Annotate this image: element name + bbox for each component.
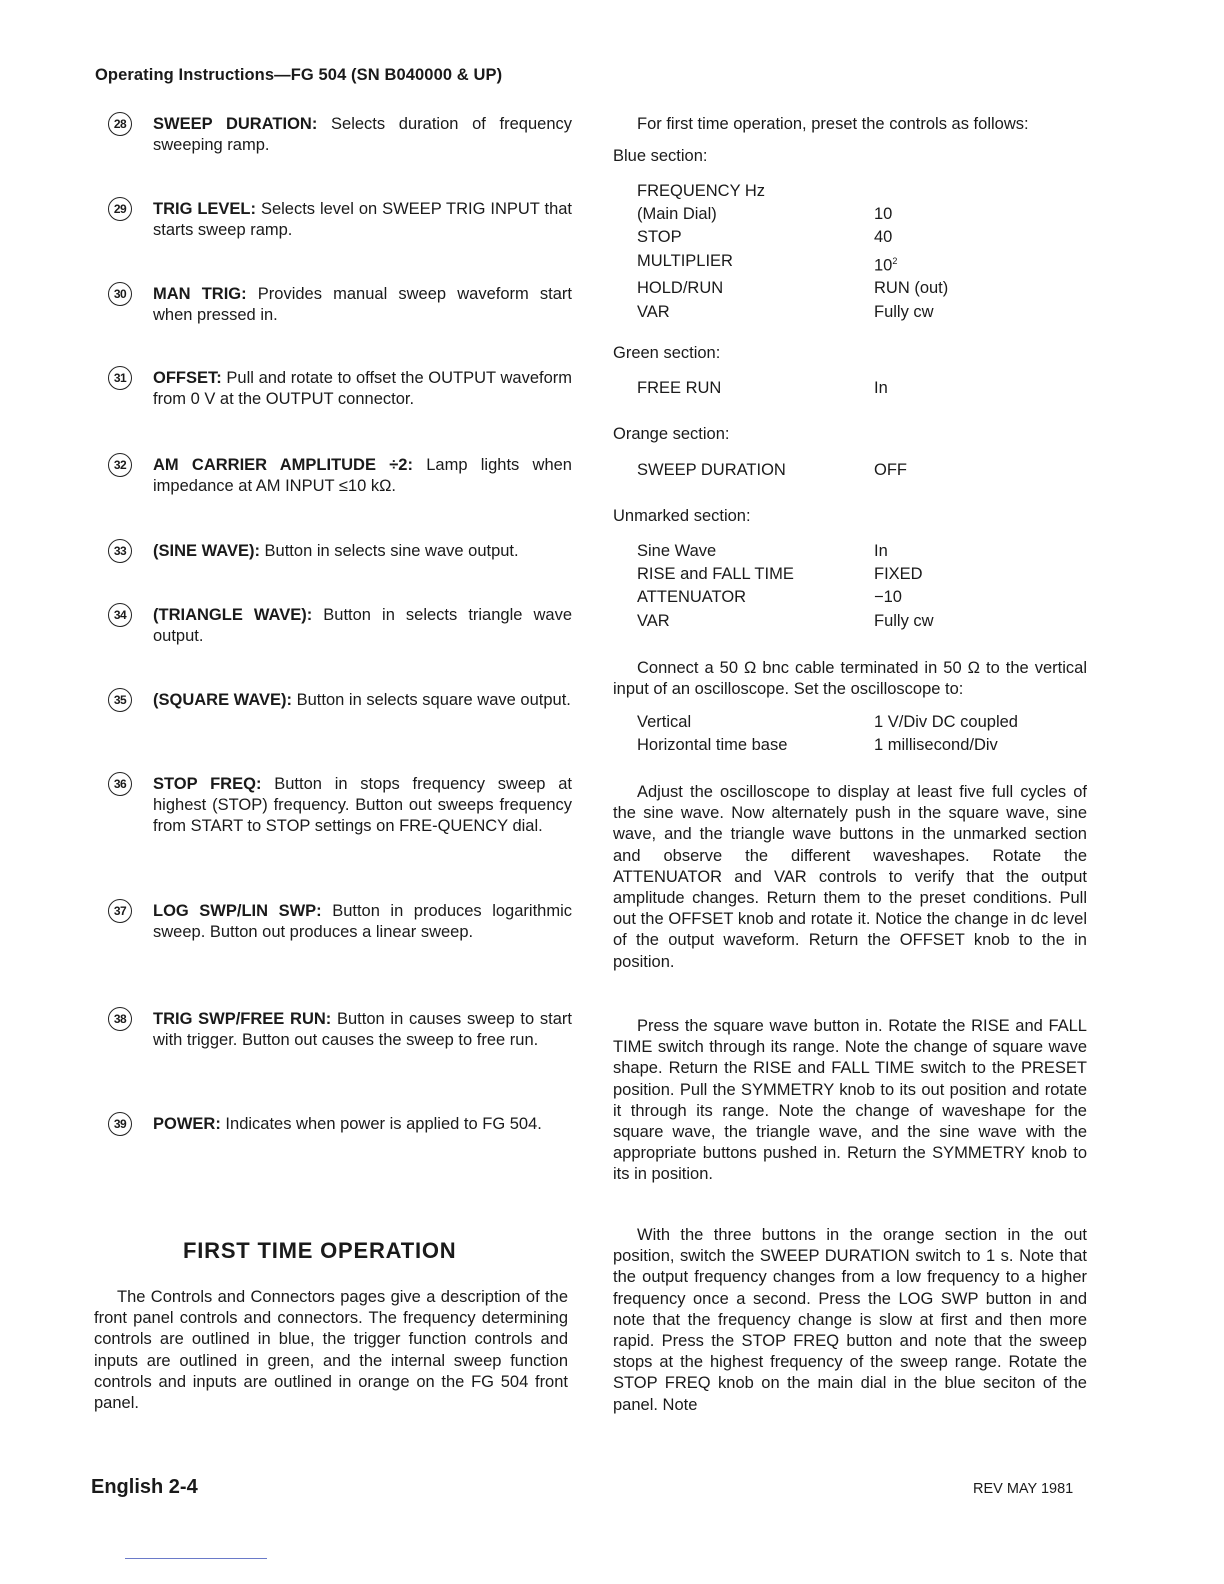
item-39: [108, 1114, 572, 1135]
table-row: [637, 377, 888, 400]
blue-settings-table: [637, 180, 948, 324]
setting-value: OFF: [874, 461, 907, 479]
table-row: [637, 711, 1018, 734]
item-31: [108, 368, 572, 410]
green-settings-table: [637, 377, 888, 400]
item-label: (TRIANGLE WAVE):: [153, 606, 313, 624]
item-number-badge: 39: [108, 1112, 132, 1136]
setting-name: Vertical: [637, 713, 692, 731]
item-label: LOG SWP/LIN SWP:: [153, 902, 322, 920]
table-row: [637, 277, 948, 300]
item-text: Button in selects square wave output.: [292, 691, 571, 709]
item-36: [108, 774, 572, 837]
item-34: [108, 605, 572, 647]
setting-value: In: [874, 542, 888, 560]
item-text: Selects duration of frequency sweeping ramp.: [153, 115, 572, 154]
item-number-badge: 36: [108, 772, 132, 796]
item-37: [108, 901, 572, 943]
adjust-paragraph: Adjust the oscilloscope to display at least five full cycles of the sine wave. Now alternately push in the square wave, sine wave, and the triangle wave buttons in the unmarked section and observe the different waveshapes. Rotate the ATTENUATOR and VAR controls to verify that the output amplitude changes. Return them to the preset conditions. Pull out the OFFSET knob and rotate it. Notice the change in dc level of the output waveform. Return the OFFSET knob to the in position.: [613, 783, 1087, 971]
setting-value-exponent: 2: [892, 255, 898, 266]
setting-value: FIXED: [874, 565, 923, 584]
item-label: POWER:: [153, 1115, 221, 1133]
table-row: [637, 180, 948, 203]
setting-value: 1 millisecond/Div: [874, 736, 998, 755]
item-label: AM CARRIER AMPLITUDE ÷2:: [153, 456, 413, 474]
square-wave-paragraph: Press the square wave button in. Rotate the RISE and FALL TIME switch through its range. Note the change of square wave shape. Return the RISE and FALL TIME switch to the PRESET position. Pull the SYMMETRY knob to its out position and rotate it through its range. Note the change of waveshape for the square wave, the triangle wave, and the sine wave with the appropriate buttons pushed in. Return the SYMMETRY knob to its in position.: [613, 1017, 1087, 1184]
table-row: [637, 203, 948, 226]
intro-text: For first time operation, preset the controls as follows:: [637, 115, 1029, 133]
setting-name: FREE RUN: [637, 379, 722, 397]
item-28: [108, 114, 572, 156]
item-label: STOP FREQ:: [153, 775, 262, 793]
first-time-paragraph: The Controls and Connectors pages give a description of the front panel controls and connectors. The frequency determining controls are outlined in blue, the trigger function controls and inputs are outlined in green, and the internal sweep function controls and inputs are outlined in orange on the FG 504 front panel.: [94, 1288, 568, 1413]
item-number-badge: 33: [108, 539, 132, 563]
item-text: Button in produces logarithmic sweep. Button out produces a linear sweep.: [153, 902, 572, 941]
item-label: TRIG SWP/FREE RUN:: [153, 1010, 332, 1028]
setting-name: VAR: [637, 611, 670, 630]
orange-settings-table: [637, 459, 907, 482]
oscilloscope-settings-table: [637, 711, 1018, 757]
item-text: Button in causes sweep to start with trigger. Button out causes the sweep to free run.: [153, 1010, 572, 1049]
item-text: Button in stops frequency sweep at highest (STOP) frequency. Button out sweeps frequency from START to STOP settings on FRE-QUENCY dial.: [153, 775, 572, 835]
item-number-badge: 34: [108, 603, 132, 627]
item-label: (SINE WAVE):: [153, 542, 260, 560]
setting-name: ATTENUATOR: [637, 588, 747, 607]
table-row: [637, 301, 948, 324]
setting-name: VAR: [637, 302, 670, 321]
setting-value: 10: [874, 205, 893, 224]
table-row: [637, 459, 907, 482]
setting-value: Fully cw: [874, 611, 934, 630]
setting-value: [874, 250, 897, 278]
item-text: Provides manual sweep waveform start when pressed in.: [153, 285, 572, 324]
item-label: TRIG LEVEL:: [153, 200, 257, 218]
item-29: [108, 199, 572, 241]
item-35: [108, 690, 572, 711]
setting-value: 1 V/Div DC coupled: [874, 713, 1018, 731]
setting-value: −10: [874, 588, 902, 607]
item-label: SWEEP DURATION:: [153, 115, 318, 133]
unmarked-settings-table: [637, 540, 934, 633]
item-number-badge: 35: [108, 688, 132, 712]
connect-paragraph: Connect a 50 Ω bnc cable terminated in 50 Ω to the vertical input of an oscilloscope. Set the oscilloscope to:: [613, 659, 1087, 699]
table-row: [637, 540, 934, 563]
item-number-badge: 29: [108, 197, 132, 221]
section-title: FIRST TIME OPERATION: [183, 1238, 457, 1263]
setting-value: 40: [874, 228, 893, 247]
page-number: English 2-4: [91, 1476, 198, 1498]
item-label: MAN TRIG:: [153, 285, 247, 303]
setting-value-base: 10: [874, 256, 893, 275]
item-number-badge: 37: [108, 899, 132, 923]
item-30: [108, 284, 572, 326]
setting-name: (Main Dial): [637, 205, 717, 224]
unmarked-section-label: Unmarked section:: [613, 507, 751, 525]
setting-name: Horizontal time base: [637, 736, 788, 755]
footer-divider: [125, 1558, 267, 1559]
setting-name: HOLD/RUN: [637, 279, 724, 298]
item-label: OFFSET:: [153, 369, 222, 387]
item-38: [108, 1009, 572, 1051]
item-text: Selects level on SWEEP TRIG INPUT that starts sweep ramp.: [153, 200, 573, 239]
setting-value: RUN (out): [874, 279, 949, 298]
item-text: Indicates when power is applied to FG 504.: [220, 1115, 542, 1133]
item-number-badge: 31: [108, 366, 132, 390]
setting-name: MULTIPLIER: [637, 251, 733, 270]
revision-date: REV MAY 1981: [973, 1481, 1074, 1497]
item-number-badge: 32: [108, 453, 132, 477]
item-32: [108, 455, 572, 497]
item-number-badge: 28: [108, 112, 132, 136]
setting-name: STOP: [637, 228, 682, 247]
table-row: [637, 586, 934, 609]
table-row: [637, 734, 1018, 757]
item-text: Button in selects triangle wave output.: [153, 606, 572, 645]
item-text: Button in selects sine wave output.: [259, 542, 519, 560]
table-row: [637, 250, 948, 278]
item-label: (SQUARE WAVE):: [153, 691, 293, 709]
item-text: Lamp lights when impedance at AM INPUT ≤10 kΩ.: [153, 456, 572, 495]
table-row: [637, 563, 934, 586]
sweep-paragraph: With the three buttons in the orange section in the out position, switch the SWEEP DURATION switch to 1 s. Note that the output frequency changes from a low frequency to a higher frequency once a second. Press the LOG SWP button in and note that the frequency change is slow at first and then more rapid. Press the STOP FREQ button and note that the sweep stops at the highest frequency of the sweep range. Rotate the STOP FREQ knob on the main dial in the blue seciton of the panel. Note: [613, 1226, 1087, 1414]
item-text: Pull and rotate to offset the OUTPUT waveform from 0 V at the OUTPUT connector.: [153, 369, 572, 408]
item-33: [108, 541, 572, 562]
setting-name: FREQUENCY Hz: [637, 182, 766, 200]
setting-name: SWEEP DURATION: [637, 461, 786, 479]
setting-name: RISE and FALL TIME: [637, 565, 794, 584]
setting-name: Sine Wave: [637, 542, 717, 560]
table-row: [637, 226, 948, 249]
green-section-label: Green section:: [613, 344, 721, 362]
orange-section-label: Orange section:: [613, 425, 730, 443]
item-number-badge: 38: [108, 1007, 132, 1031]
blue-section-label: Blue section:: [613, 147, 708, 165]
item-number-badge: 30: [108, 282, 132, 306]
page-header: Operating Instructions—FG 504 (SN B040000 & UP): [95, 66, 503, 84]
setting-value: In: [874, 379, 888, 397]
table-row: [637, 610, 934, 633]
setting-value: Fully cw: [874, 302, 934, 321]
